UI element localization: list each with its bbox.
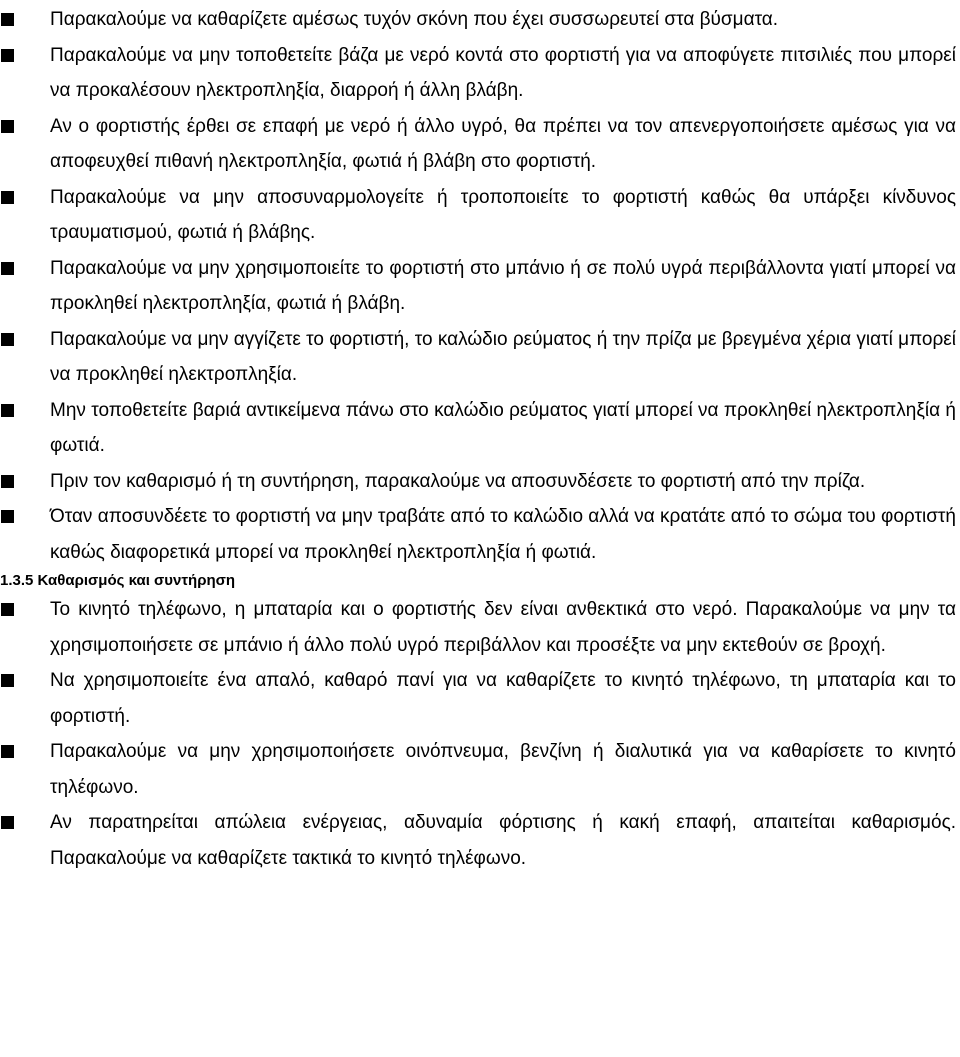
square-bullet-icon [1,333,14,346]
square-bullet-icon [1,745,14,758]
list-item-text: Παρακαλούμε να καθαρίζετε αμέσως τυχόν σκόνη που έχει συσσωρευτεί στα βύσματα. [50,9,779,30]
list-item-text: Μην τοποθετείτε βαριά αντικείμενα πάνω στο καλώδιο ρεύματος γιατί μπορεί να προκληθεί ηλεκτροπληξία ή φωτιά. [50,399,956,456]
list-item [0,734,960,805]
list-item [0,322,960,393]
list-item [0,251,960,322]
list-item-text: Το κινητό τηλέφωνο, η μπαταρία και ο φορτιστής δεν είναι ανθεκτικά στο νερό. Παρακαλούμε να μην τα χρησιμοποιήσετε σε μπάνιο ή άλλο πολύ υγρό περιβάλλον και προσέξτε να μην εκτεθούν σε βροχή. [50,599,956,656]
list-item [0,109,960,180]
list-item [0,499,960,570]
section-title: Καθαρισμός και συντήρηση [37,572,236,589]
cleaning-list [0,592,960,876]
square-bullet-icon [1,404,14,417]
list-item [0,393,960,464]
list-item-text: Παρακαλούμε να μην τοποθετείτε βάζα με νερό κοντά στο φορτιστή για να αποφύγετε πιτσιλιές που μπορεί να προκαλέσουν ηλεκτροπληξία, διαρροή ή άλλη βλάβη. [50,44,956,101]
square-bullet-icon [1,191,14,204]
list-item-text: Να χρησιμοποιείτε ένα απαλό, καθαρό πανί για να καθαρίζετε το κινητό τηλέφωνο, τη μπαταρία και το φορτιστή. [50,670,956,727]
list-item [0,805,960,876]
square-bullet-icon [1,120,14,133]
list-item [0,2,960,38]
list-item-text: Παρακαλούμε να μην αποσυναρμολογείτε ή τροποποιείτε το φορτιστή καθώς θα υπάρξει κίνδυνος τραυματισμού, φωτιά ή βλάβης. [50,186,956,243]
list-item-text: Αν ο φορτιστής έρθει σε επαφή με νερό ή άλλο υγρό, θα πρέπει να τον απενεργοποιήσετε αμέσως για να αποφευχθεί πιθανή ηλεκτροπληξία, φωτιά ή βλάβη στο φορτιστή. [50,115,956,172]
list-item [0,38,960,109]
square-bullet-icon [1,475,14,488]
list-item-text: Αν παρατηρείται απώλεια ενέργειας, αδυναμία φόρτισης ή κακή επαφή, απαιτείται καθαρισμός. Παρακαλούμε να καθαρίζετε τακτικά το κινητό τηλέφωνο. [50,812,956,869]
list-item [0,592,960,663]
safety-list [0,2,960,570]
square-bullet-icon [1,674,14,687]
square-bullet-icon [1,13,14,26]
list-item [0,180,960,251]
list-item [0,663,960,734]
square-bullet-icon [1,816,14,829]
square-bullet-icon [1,510,14,523]
list-item-text: Πριν τον καθαρισμό ή τη συντήρηση, παρακαλούμε να αποσυνδέσετε το φορτιστή από την πρίζα. [50,470,866,492]
square-bullet-icon [1,49,14,62]
list-item-text: Παρακαλούμε να μην χρησιμοποιείτε το φορτιστή στο μπάνιο ή σε πολύ υγρά περιβάλλοντα γιατί μπορεί να προκληθεί ηλεκτροπληξία, φωτιά ή βλάβη. [50,257,956,314]
list-item [0,464,960,500]
square-bullet-icon [1,603,14,616]
section-heading [0,570,960,592]
list-item-text: Παρακαλούμε να μην χρησιμοποιήσετε οινόπνευμα, βενζίνη ή διαλυτικά για να καθαρίσετε το κινητό τηλέφωνο. [50,741,956,798]
list-item-text: Όταν αποσυνδέετε το φορτιστή να μην τραβάτε από το καλώδιο αλλά να κρατάτε από το σώμα του φορτιστή καθώς διαφορετικά μπορεί να προκληθεί ηλεκτροπληξία ή φωτιά. [50,506,956,563]
list-item-text: Παρακαλούμε να μην αγγίζετε το φορτιστή, το καλώδιο ρεύματος ή την πρίζα με βρεγμένα χέρια γιατί μπορεί να προκληθεί ηλεκτροπληξία. [50,328,956,385]
section-number: 1.3.5 [0,572,34,589]
square-bullet-icon [1,262,14,275]
